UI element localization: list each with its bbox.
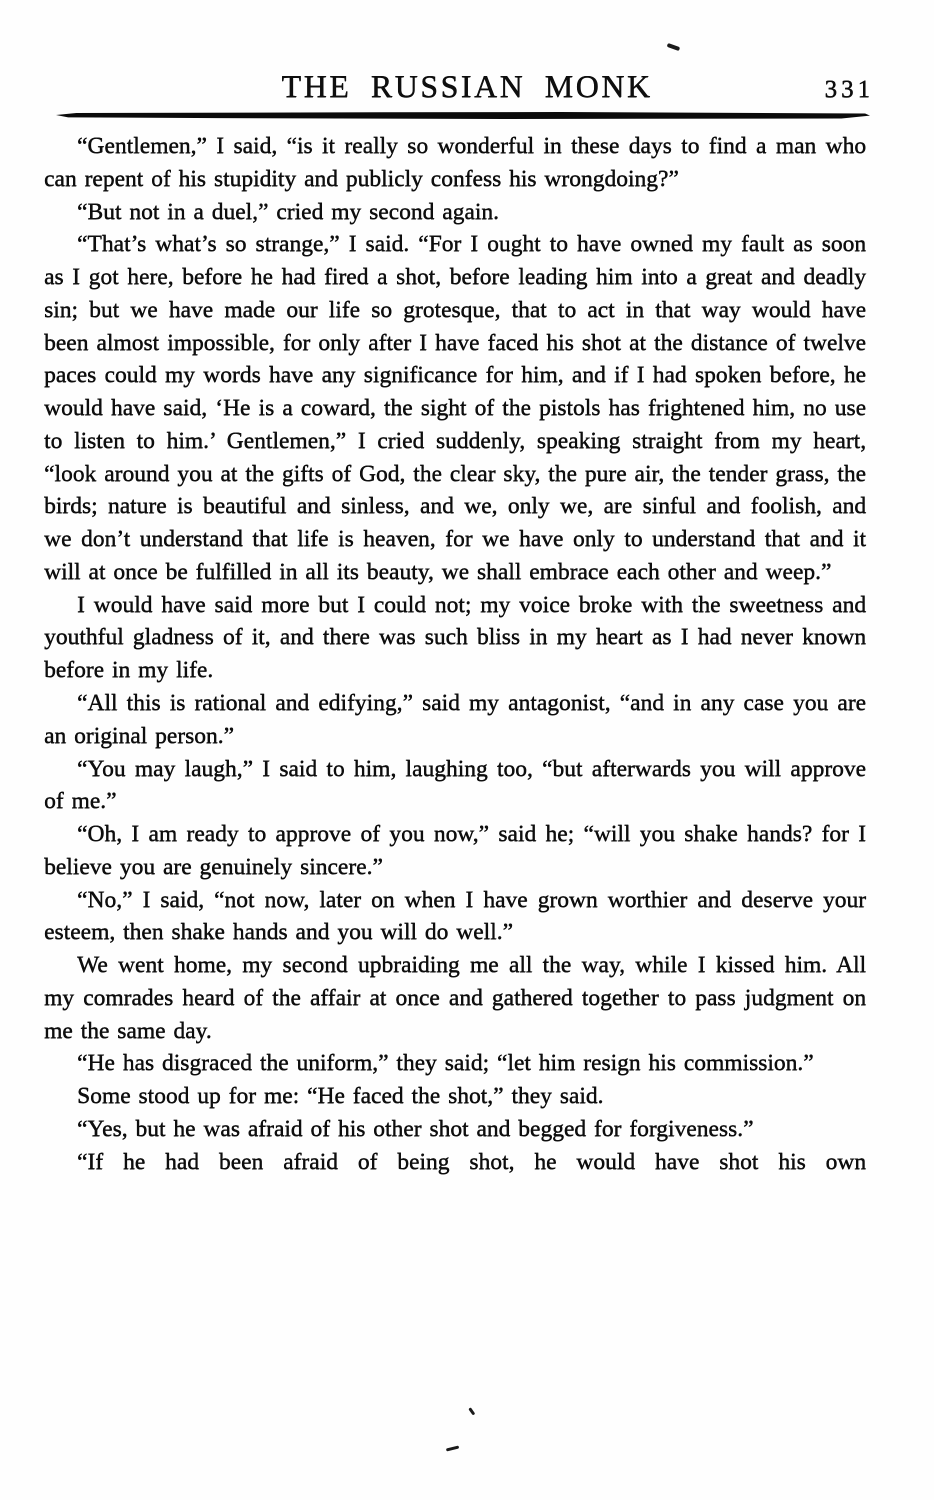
paragraph: “But not in a duel,” cried my second again.	[77, 198, 499, 225]
paragraph: “Gentlemen,” I said, “is it really so wonderful in these days to find a man who can repent of his stupidity and publicly confess his wrongdoing?”	[44, 133, 866, 192]
paragraph: “He has disgraced the uniform,” they said; “let him resign his commission.”	[77, 1050, 814, 1077]
header-rule	[56, 112, 870, 119]
paragraph: I would have said more but I could not; my voice broke with the sweetness and youthful gladness of it, and there was such bliss in my heart as I had never known before in my life.	[44, 591, 866, 684]
scan-artifact	[469, 1407, 476, 1415]
page-number: 331	[824, 76, 874, 103]
paragraph: “All this is rational and edifying,” said my antagonist, “and in any case you are an original person.”	[44, 690, 866, 749]
scan-artifact	[667, 43, 680, 51]
paragraph: “Oh, I am ready to approve of you now,” said he; “will you shake hands? for I believe you are genuinely sincere.”	[44, 821, 866, 880]
paragraph: “If he had been afraid of being shot, he would have shot his own	[77, 1148, 866, 1175]
paragraph: “Yes, but he was afraid of his other shot and begged for forgiveness.”	[77, 1115, 754, 1142]
paragraph: “That’s what’s so strange,” I said. “For I ought to have owned my fault as soon as I got here, before he had fired a shot, before leading him into a great and deadly sin; but we have made our life so grotesque, that to act in that way would have been almost impossible, for only after I have faced his shot at the distance of twelve paces could my words have any significance for him, and if I had spoken before, he would have said, ‘He is a coward, the sight of the pistols has frightened him, no use to listen to him.’ Gentlemen,” I cried suddenly, speaking straight from my heart, “look around you at the gifts of God, the clear sky, the pure air, the tender grass, the birds; nature is beautiful and sinless, and we, only we, are sinful and foolish, and we don’t understand that life is heaven, for we have only to understand that and it will at once be fulfilled in all its beauty, we shall embrace each other and weep.”	[44, 231, 866, 585]
paragraph: Some stood up for me: “He faced the shot,” they said.	[77, 1083, 604, 1110]
paragraph: We went home, my second upbraiding me all the way, while I kissed him. All my comrades heard of the affair at once and gathered together to pass judgment on me the same day.	[44, 952, 866, 1044]
running-header-title: THE RUSSIAN MONK	[281, 68, 653, 104]
page-body	[44, 130, 866, 1179]
paragraph: “You may laugh,” I said to him, laughing too, “but afterwards you will approve of me.”	[44, 755, 866, 815]
paragraph: “No,” I said, “not now, later on when I have grown worthier and deserve your esteem, then shake hands and you will do well.”	[44, 886, 866, 946]
scan-artifact	[446, 1445, 459, 1451]
